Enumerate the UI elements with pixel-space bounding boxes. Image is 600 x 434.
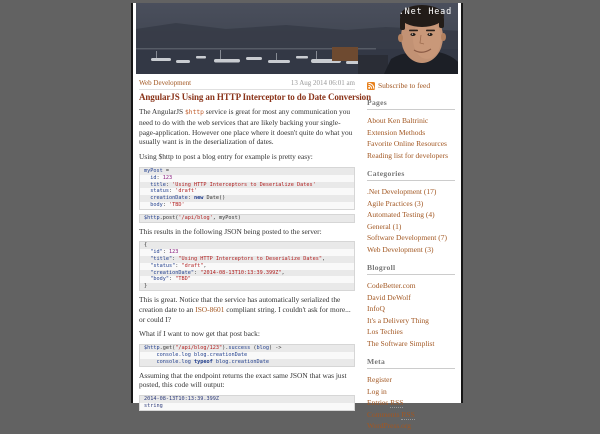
article — [139, 79, 371, 434]
code-line: status: 'draft' — [140, 188, 354, 195]
sidebar-link[interactable]: Software Development (7) — [367, 233, 447, 242]
sidebar-link[interactable]: General (1) — [367, 221, 402, 231]
code-line: id: 123 — [140, 175, 354, 182]
sidebar-link[interactable]: Entries RSS — [367, 398, 404, 407]
code-line: myPost = — [140, 168, 354, 175]
sidebar-link[interactable]: Favorite Online Resources — [367, 139, 447, 148]
paragraph-using-http: Using $http to post a blog entry for example is pretty easy: — [139, 152, 313, 162]
sidebar-list-item — [367, 138, 455, 150]
code-block-http-get — [139, 344, 355, 366]
paragraph-get-back: What if I want to now get that post back: — [139, 329, 260, 339]
sidebar-link[interactable]: Register — [367, 375, 392, 384]
sidebar-list-item — [367, 326, 455, 338]
sidebar-list-item — [367, 221, 455, 233]
dock-shadow — [358, 55, 388, 74]
rss-icon[interactable] — [367, 82, 375, 90]
post-meta-row — [139, 79, 355, 90]
sidebar-link[interactable]: .Net Development (17) — [367, 187, 437, 196]
eyebrow — [409, 30, 418, 32]
eye — [410, 33, 415, 36]
sidebar-list-item — [367, 115, 455, 127]
meta-list — [367, 374, 455, 432]
sidebar-list-item — [367, 409, 455, 421]
sidebar-list-item — [367, 232, 455, 244]
sidebar-heading-blogroll: Blogroll — [367, 263, 455, 275]
paragraph-json-result: This results in the following JSON being posted to the server: — [139, 226, 322, 236]
sidebar-link[interactable]: Extension Methods — [367, 127, 426, 137]
sidebar — [367, 79, 455, 434]
sidebar-list-item — [367, 280, 455, 292]
inline-code: $http — [184, 109, 204, 116]
sidebar-link[interactable]: Comments RSS — [367, 409, 415, 419]
code-line: 2014-08-13T10:13:39.399Z — [140, 396, 354, 403]
code-block-http-post — [139, 214, 355, 223]
code-block-output — [139, 395, 355, 411]
paragraph-intro: The AngularJS $http service is great for most any communication you need to do with the web services that are likely backing your single-page-application. However one place where it doesn't quite do what you usually want is in the deserialization of dates. — [139, 107, 353, 147]
sidebar-link[interactable]: WordPress.org — [367, 421, 412, 430]
sidebar-link[interactable]: Reading list for developers — [367, 150, 449, 160]
sidebar-link[interactable]: Automated Testing (4) — [367, 210, 435, 219]
sidebar-list-item — [367, 386, 455, 398]
sidebar-list-item — [367, 374, 455, 386]
code-line: body: 'TBD' — [140, 202, 354, 209]
paragraph-assuming: Assuming that the endpoint returns the exact same JSON that was just posted, this code will output: — [139, 370, 347, 390]
code-line: "id": 123 — [140, 249, 354, 256]
code-line: $http.post('/api/blog', myPost) — [140, 215, 354, 222]
sidebar-list-item — [367, 338, 455, 350]
pages-list — [367, 115, 455, 161]
code-line: { — [140, 242, 354, 249]
sidebar-link[interactable]: It's a Delivery Thing — [367, 315, 429, 325]
sidebar-link[interactable]: InfoQ — [367, 304, 385, 313]
code-line: "body": "TBD" — [140, 276, 354, 283]
sidebar-heading-categories: Categories — [367, 169, 455, 181]
sidebar-link[interactable]: About Ken Baltrinic — [367, 116, 429, 125]
post-category-link[interactable]: Web Development — [139, 79, 192, 87]
code-line: creationDate: new Date() — [140, 195, 354, 202]
sidebar-heading-pages: Pages — [367, 98, 455, 110]
content-column — [131, 3, 463, 430]
sidebar-link[interactable]: Web Development (3) — [367, 244, 434, 254]
code-line: console.log typeof blog.creationDate — [140, 359, 354, 366]
sidebar-link[interactable]: CodeBetter.com — [367, 281, 416, 290]
sidebar-list-item — [367, 420, 455, 432]
sidebar-list-item — [367, 315, 455, 327]
inline-link[interactable]: ISO-8601 — [195, 304, 225, 314]
ear — [441, 33, 446, 41]
subscribe-link[interactable]: Subscribe to feed — [378, 81, 431, 90]
sidebar-list-item — [367, 303, 455, 315]
sidebar-link[interactable]: Log in — [367, 386, 387, 396]
sidebar-list-item — [367, 209, 455, 221]
categories-list — [367, 186, 455, 255]
sidebar-list-item — [367, 292, 455, 304]
code-line: $http.get("/api/blog/123").success (blog) -> — [140, 345, 354, 352]
code-block-json — [139, 241, 355, 291]
sidebar-link[interactable]: Los Techies — [367, 327, 403, 336]
sidebar-list-item — [367, 397, 455, 409]
code-line: string — [140, 403, 354, 410]
post-title: AngularJS Using an HTTP Interceptor to do Date Conversion — [139, 92, 371, 102]
sidebar-list-item — [367, 150, 455, 162]
code-line: "status": "draft", — [140, 263, 354, 270]
code-line: } — [140, 283, 354, 290]
code-line: "title": "Using HTTP Interceptors to Deserialize Dates", — [140, 256, 354, 263]
sidebar-link[interactable]: The Software Simplist — [367, 338, 435, 348]
sidebar-link[interactable]: Agile Practices (3) — [367, 198, 424, 208]
sidebar-list-item — [367, 186, 455, 198]
eyebrow — [426, 30, 435, 32]
code-block-mypost — [139, 167, 355, 210]
dock-building — [332, 47, 358, 61]
code-line: console.log blog.creationDate — [140, 352, 354, 359]
eye — [427, 33, 432, 36]
header-banner — [136, 3, 458, 74]
sidebar-list-item — [367, 244, 455, 256]
ear — [398, 34, 403, 42]
sidebar-list-item — [367, 127, 455, 139]
sidebar-heading-meta: Meta — [367, 357, 455, 369]
code-line: title: 'Using HTTP Interceptors to Deserialize Dates' — [140, 182, 354, 189]
sidebar-list-item — [367, 198, 455, 210]
sidebar-link[interactable]: David DeWolf — [367, 292, 411, 302]
blogroll-list — [367, 280, 455, 349]
site-title: .Net Head — [398, 7, 452, 17]
post-date: 13 Aug 2014 06:01 am — [290, 79, 355, 87]
paragraph-iso8601: This is great. Notice that the service has automatically serialized the creation date to an ISO-8601 compliant string. I couldn't ask for more... or could I? — [139, 294, 351, 324]
code-line: "creationDate": "2014-08-13T10:13:39.399Z", — [140, 270, 354, 277]
subscribe-row — [367, 81, 455, 90]
layout — [133, 74, 461, 434]
